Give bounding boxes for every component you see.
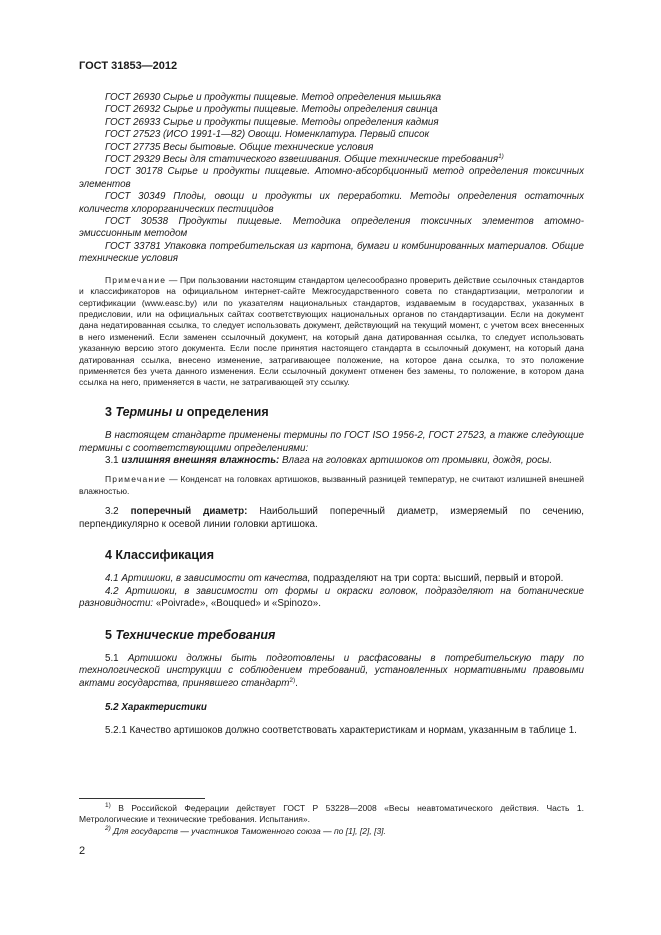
standards-note: Примечание — При пользовании настоящим стандартом целесообразно проверить действие ссылочных стандартов и классификаторов на официальном интернет-сайте Межгосударственного совета по стандартизации, метрологии и сертификации (www.easc.by) или по указателям национальных стандартов, издаваемым в государствах, указанных в предисловии, или на официальных сайтах соответствующих национальных органов по стандартизации. Если на документ дана недатированная ссылка, то следует использовать документ, действующий на текущий момент, с учетом всех внесенных в него изменений. Если заменен ссылочный документ, на который дана датированная ссылка, то следует использовать указанную версию этого документа. Если после принятия настоящего стандарта в ссылочный документ, на который дана датированная ссылка, внесено изменение, затрагивающее положение, на которое дана ссылка, то это положение применяется без учета данного изменения. Если ссылочный документ отменен без замены, то положение, в котором дана ссылка на него, применяется в части, не затрагивающей эту ссылку. [79,274,584,388]
section-5-heading: 5 Технические требования [105,627,276,642]
reference-item: ГОСТ 30538 Продукты пищевые. Методика определения токсичных элементов атомно-эмиссионным методом [79,216,584,240]
reference-item: ГОСТ 33781 Упаковка потребительская из картона, бумаги и комбинированных материалов. Общие технические условия [79,240,584,265]
reference-item: ГОСТ 26933 Сырье и продукты пищевые. Методы определения кадмия [105,116,439,128]
document-header: ГОСТ 31853—2012 [79,60,178,72]
footnote-2: $^{2)}$ Для государств — участников Таможенного союза — по [1], [2], [3]. [105,824,386,836]
reference-list [79,92,584,266]
footnote-1: $^{1)}$ В Российской Федерации действует ГОСТ Р 53228—2008 «Весы неавтоматического действия. Часть 1. Метрологические и технические требования. Испытания». [79,802,584,825]
reference-item: ГОСТ 26932 Сырье и продукты пищевые. Методы определения свинца [105,104,438,116]
reference-item: ГОСТ 26930 Сырье и продукты пищевые. Метод определения мышьяка [105,92,442,103]
clause-4-1: 4.1 Артишоки, в зависимости от качества, подразделяют на три сорта: высший, первый и второй. [105,573,564,585]
reference-item: ГОСТ 29329 Весы для статического взвешивания. Общие технические требования$^{1)}$ [105,153,504,166]
section-4-heading: 4 Классификация [105,548,215,562]
reference-item: ГОСТ 27735 Весы бытовые. Общие технические условия [105,141,374,153]
term-3-1: 3.1 излишняя внешняя влажность: Влага на головках артишоков от промывки, дождя, росы. [105,454,553,466]
clause-5-2-1: 5.2.1 Качество артишоков должно соответствовать характеристикам и нормам, указанным в таблице 1. [105,724,577,736]
footnotes [79,803,584,837]
footnote-separator [79,798,205,799]
section-3-heading: 3 Термины и определения [105,404,269,419]
section-3-intro: В настоящем стандарте применены термины по ГОСТ ISO 1956-2, ГОСТ 27523, а также следующие термины с соответствующими определениями: [79,430,584,454]
term-note: Примечание — Конденсат на головках артишоков, вызванный разницей температур, не считают излишней внешней влажностью. [79,474,584,496]
reference-item: ГОСТ 27523 (ИСО 1991-1—82) Овощи. Номенклатура. Первый список [105,129,430,141]
term-3-2: 3.2 поперечный диаметр: Наибольший поперечный диаметр, измеряемый по сечению, перпендикулярно к осевой линии головки артишока. [79,506,585,530]
subsection-5-2-heading: 5.2 Характеристики [105,702,207,714]
document-body [79,92,584,737]
page-number: 2 [79,845,86,857]
clause-5-1: 5.1 Артишоки должны быть подготовлены и расфасованы в потребительскую тару по технологической инструкции с соблюдением требований, установленных нормативными правовыми актами государства, принявшего стандарт$^{2)}$. [79,653,584,689]
reference-item: ГОСТ 30349 Плоды, овощи и продукты их переработки. Методы определения остаточных количеств хлорорганических пестицидов [79,191,584,215]
reference-item: ГОСТ 30178 Сырье и продукты пищевые. Атомно-абсорбционный метод определения токсичных элементов [79,166,584,190]
clause-4-2: 4.2 Артишоки, в зависимости от формы и окраски головок, подразделяют на ботанические разновидности: «Poivrade», «Bouqued» и «Spinozo». [79,585,584,610]
